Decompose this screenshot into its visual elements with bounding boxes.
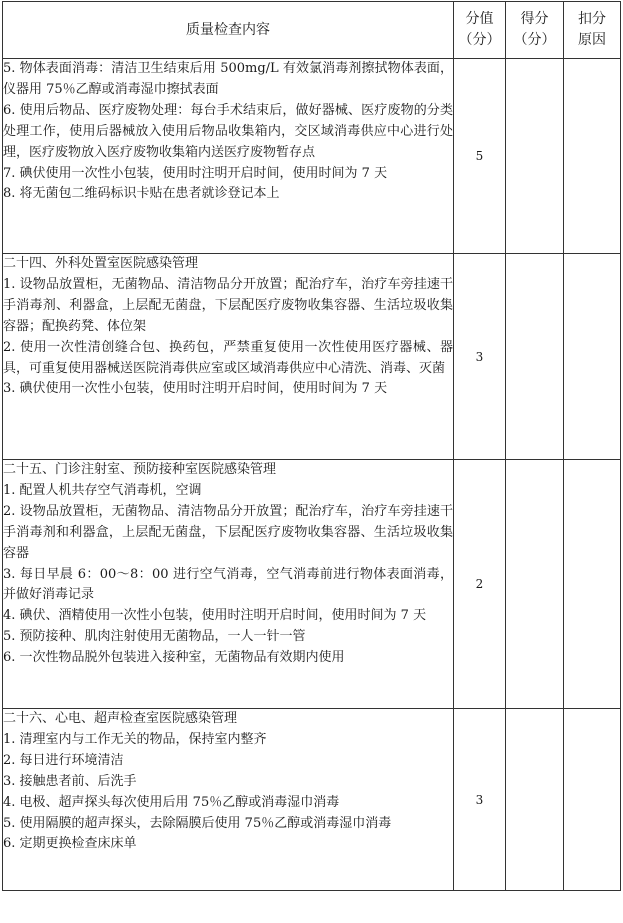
table-row: [3, 460, 621, 709]
row-content: [3, 460, 454, 709]
row-score: 2: [454, 460, 506, 709]
row-got-score-cell: [506, 460, 564, 709]
content-line: 4. 碘伏、酒精使用一次性小包装，使用时注明开启时间，使用时间为 7 天: [3, 608, 427, 624]
header-got-line2: （分）: [513, 32, 556, 48]
content-line: 5. 预防接种、肌肉注射使用无菌物品，一人一针一管: [3, 629, 306, 645]
content-line: 二十四、外科处置室医院感染管理: [3, 256, 199, 271]
content-line: 5. 物体表面消毒：清洁卫生结束后用 500mg/L 有效氯消毒剂擦拭物体表面，仪器用 75％乙醇或消毒湿巾擦拭表面: [3, 61, 453, 97]
table-row: [3, 59, 621, 254]
row-score: 3: [454, 254, 506, 460]
content-line: 6. 定期更换检查床床单: [3, 836, 137, 852]
content-line: 1. 配置人机共存空气消毒机，空调: [3, 482, 202, 498]
row-got-score-cell: [506, 709, 564, 891]
row-deduct-reason-cell: [564, 254, 621, 460]
content-line: 3. 碘伏使用一次性小包装，使用时注明开启时间，使用时间为 7 天: [3, 381, 388, 397]
content-line: 8. 将无菌包二维码标识卡贴在患者就诊登记本上: [3, 186, 280, 202]
header-content-label: 质量检查内容: [186, 21, 270, 38]
header-deduct-line2: 原因: [578, 32, 606, 48]
content-line: 4. 电极、超声探头每次使用后用 75％乙醇或消毒湿巾消毒: [3, 794, 340, 810]
table-header-row: [3, 2, 621, 59]
row-content: [3, 709, 454, 891]
quality-check-table: [2, 1, 621, 891]
content-line: 5. 使用隔膜的超声探头，去除隔膜后使用 75％乙醇或消毒湿巾消毒: [3, 815, 392, 831]
row-got-score-cell: [506, 254, 564, 460]
row-score: 3: [454, 709, 506, 891]
content-line: 二十六、心电、超声检查室医院感染管理: [3, 711, 238, 726]
content-line: 1. 清理室内与工作无关的物品，保持室内整齐: [3, 731, 267, 747]
row-content: [3, 254, 454, 460]
content-line: 6. 使用后物品、医疗废物处理：每台手术结束后，做好器械、医疗废物的分类处理工作，使用后器械放入使用后物品收集箱内，交区域消毒供应中心进行处理，医疗废物放入医疗废物收集箱内送医疗废物暂存点: [3, 102, 453, 160]
row-content: [3, 59, 454, 254]
content-line: 2. 每日进行环境清洁: [3, 752, 124, 768]
header-score-line2: （分）: [458, 32, 501, 48]
content-line: 3. 接触患者前、后洗手: [3, 773, 137, 789]
content-line: 3. 每日早晨 6：00～8：00 进行空气消毒，空气消毒前进行物体表面消毒，并做好消毒记录: [3, 566, 453, 603]
table-row: [3, 709, 621, 891]
row-deduct-reason-cell: [564, 59, 621, 254]
header-deduct-line1: 扣分: [578, 11, 606, 27]
content-line: 7. 碘伏使用一次性小包装，使用时注明开启时间，使用时间为 7 天: [3, 165, 388, 181]
row-deduct-reason-cell: [564, 460, 621, 709]
table-row: [3, 254, 621, 460]
header-score-line1: 分值: [465, 11, 494, 27]
content-line: 2. 设物品放置柜，无菌物品、清洁物品分开放置；配治疗车，治疗车旁挂速干手消毒剂和利器盒，上层配无菌盘，下层配医疗废物收集容器、生活垃圾收集容器: [3, 503, 453, 561]
row-got-score-cell: [506, 59, 564, 254]
header-score: [454, 2, 506, 59]
row-score: 5: [454, 59, 506, 254]
header-got-score: [506, 2, 564, 59]
header-deduct-reason: [564, 2, 621, 59]
content-line: 6. 一次性物品脱外包装进入接种室，无菌物品有效期内使用: [3, 650, 345, 666]
header-got-line1: 得分: [520, 11, 549, 27]
header-content: [3, 2, 454, 59]
content-line: 1. 设物品放置柜，无菌物品、清洁物品分开放置；配治疗车，治疗车旁挂速干手消毒剂、利器盒，上层配无菌盘，下层配医疗废物收集容器、生活垃圾收集容器；配换药凳、体位架: [3, 276, 453, 334]
row-deduct-reason-cell: [564, 709, 621, 891]
content-line: 二十五、门诊注射室、预防接种室医院感染管理: [3, 462, 277, 477]
content-line: 2. 使用一次性清创缝合包、换药包，严禁重复使用一次性使用医疗器械、器具，可重复使用器械送医院消毒供应室或区域消毒供应中心清洗、消毒、灭菌: [3, 339, 453, 376]
